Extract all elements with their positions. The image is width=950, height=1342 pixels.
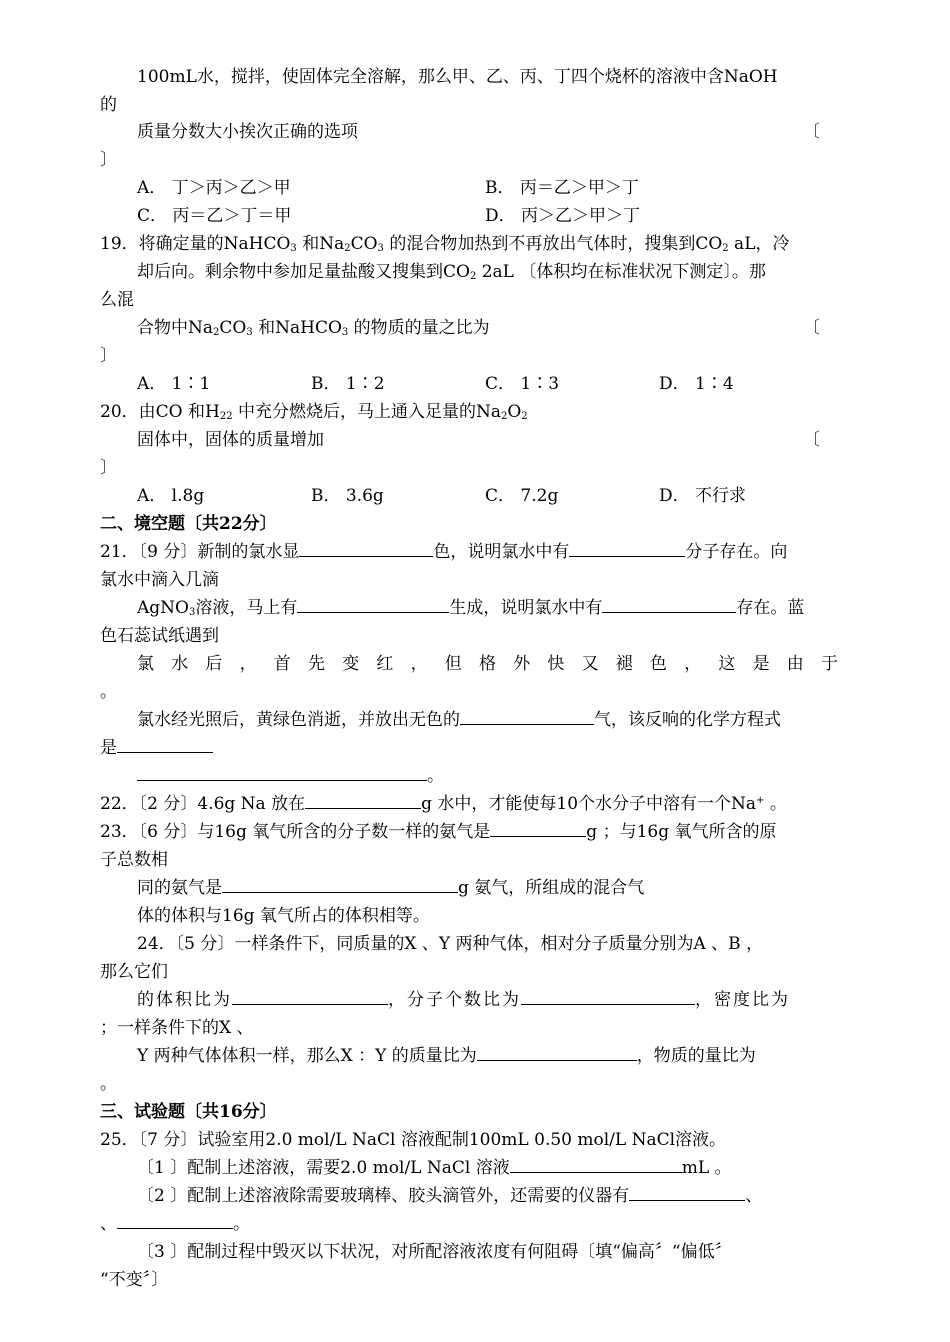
q20-line2: 固体中，固体的质量增加 [137, 430, 324, 450]
q21-line3 [137, 593, 804, 618]
subscript: 2 [500, 411, 508, 422]
q24-text: ，物质的量比为 [636, 1046, 756, 1066]
q25-line3 [137, 1181, 762, 1206]
q19-option-b: B． 1∶2 [311, 374, 385, 394]
q25-text: 〔1 〕配制上述溶液，需要2.0 mol/L NaCl 溶液 [137, 1158, 510, 1178]
answer-blank[interactable] [297, 596, 449, 613]
answer-blank[interactable] [460, 708, 594, 725]
q19-bracket-close: 〕 [100, 346, 117, 366]
q18-line1: 100mL水，搅拌，使固体完全溶解，那么甲、乙、丙、丁四个烧杯的溶液中含NaOH [137, 67, 778, 87]
q21-line5: 氯水后，首先变红，但格外快又褪色，这是由于 [137, 654, 856, 674]
q19-bracket-open: 〔 [803, 318, 820, 338]
q21-text: 存在。蓝 [736, 598, 805, 618]
q18-option-d: D． 丙＞乙＞甲＞丁 [485, 206, 641, 226]
q19-line3: 么混 [100, 290, 134, 310]
q19-text: 将确定量的NaHCO [138, 234, 291, 254]
q21-line6: 。 [100, 682, 117, 702]
q25-line5: 〔3 〕配制过程中毁灭以下状况，对所配溶液浓度有何阻碍〔填“偏高〞“偏低〞 [137, 1242, 732, 1262]
q18-bracket-close: 〕 [100, 150, 117, 170]
q18-option-a: A． 丁＞丙＞乙＞甲 [137, 178, 291, 198]
q24-line5 [137, 1041, 756, 1066]
q19-text: 的混合物加热到不再放出气体时，搜集到CO [383, 234, 723, 254]
q19-text: 2aL 〔体积均在标准状况下测定〕。那 [476, 262, 766, 282]
subscript: 2 [521, 411, 528, 422]
subscript: 3 [290, 243, 297, 254]
answer-blank[interactable] [137, 764, 427, 781]
q23-line3 [137, 873, 644, 898]
subscript: 3 [377, 243, 384, 254]
q19-text: 的物质的量之比为 [348, 318, 490, 338]
q19-number: 19． [100, 234, 139, 254]
q22-text: g 水中，才能使每10个水分子中溶有一个Na [421, 794, 757, 814]
q22-text: 。 [764, 794, 787, 814]
answer-blank[interactable] [602, 596, 736, 613]
q18-bracket-open: 〔 [803, 122, 820, 142]
q19-line4 [137, 313, 490, 338]
q21-line4: 色石蕊试纸遇到 [100, 626, 219, 646]
q24-line6: 。 [100, 1074, 117, 1094]
q19-text: 却后向。剩余物中参加足量盐酸又搜集到CO [137, 262, 470, 282]
q25-text: 、 [745, 1186, 763, 1206]
subscript: 2 [213, 327, 220, 338]
q21-text: 21．〔9 分〕新制的氯水显 [100, 542, 300, 562]
q19-text: 和NaHCO [252, 318, 342, 338]
q24-line1: 24．〔5 分〕一样条件下，同质量的X 、Y 两种气体，相对分子质量分别为A 、B ， [137, 934, 764, 954]
answer-blank[interactable] [232, 988, 388, 1005]
q23-line1 [100, 817, 777, 842]
q20-option-a: A． l.8g [137, 486, 205, 506]
q20-line1 [100, 397, 528, 422]
q20-option-b: B． 3.6g [311, 486, 384, 506]
q24-text: Y 两种气体体积一样，那么X ：Y 的质量比为 [137, 1046, 477, 1066]
q19-text: CO [219, 318, 247, 338]
q21-text: 是 [100, 738, 117, 758]
q21-text: 氯水经光照后，黄绿色消逝，并放出无色的 [137, 710, 460, 730]
q25-line2 [137, 1153, 732, 1178]
q25-text: 〔2 〕配制上述溶液除需要玻璃棒、胶头滴管外，还需要的仪器有 [137, 1186, 630, 1206]
subscript: 3 [246, 327, 253, 338]
q20-text: 由CO 和H [138, 402, 220, 422]
q21-text: 色，说明氯水中有 [433, 542, 570, 562]
q19-option-d: D． 1∶4 [659, 374, 734, 394]
q19-line2 [137, 257, 766, 282]
q23-text: g 氨气，所组成的混合气 [458, 878, 645, 898]
answer-blank[interactable] [305, 792, 421, 809]
section-heading-experiment: 三、试验题〔共16分〕 [100, 1102, 277, 1122]
q19-text: 合物中Na [137, 318, 214, 338]
answer-blank[interactable] [222, 876, 458, 893]
q19-text: CO [350, 234, 378, 254]
q21-line2: 氯水中滴入几滴 [100, 570, 219, 590]
answer-blank[interactable] [490, 820, 586, 837]
q23-text: 23．〔6 分〕与16g 氧气所含的分子数一样的氨气是 [100, 822, 491, 842]
q25-text: 。 [233, 1214, 250, 1234]
subscript: 2 [344, 243, 351, 254]
q21-text: 。 [427, 766, 444, 786]
q18-option-b: B． 丙＝乙＞甲＞丁 [485, 178, 639, 198]
q20-text: 中充分燃烧后，马上通入足量的Na [232, 402, 501, 422]
q25-text: 、 [100, 1214, 117, 1234]
q18-line2: 质量分数大小挨次正确的选项 [137, 122, 358, 142]
q19-option-a: A． 1∶1 [137, 374, 211, 394]
q25-line4 [100, 1209, 250, 1234]
subscript: 3 [188, 607, 196, 618]
q21-text: 生成，说明氯水中有 [449, 598, 603, 618]
answer-blank[interactable] [629, 1184, 745, 1201]
subscript: 2 [722, 243, 729, 254]
q24-line2: 那么它们 [100, 962, 168, 982]
subscript: 2 [469, 271, 477, 282]
subscript: 3 [341, 327, 349, 338]
q22-text: 22．〔2 分〕4.6g Na 放在 [100, 794, 306, 814]
q21-text: 分子存在。向 [685, 542, 788, 562]
q23-text: g ；与16g 氧气所含的原 [586, 822, 777, 842]
q21-text: 溶液，马上有 [195, 598, 298, 618]
q23-line4: 体的体积与16g 氧气所占的体积相等。 [137, 906, 430, 926]
answer-blank[interactable] [117, 1212, 233, 1229]
q19-line1 [100, 229, 789, 254]
q21-line7 [137, 705, 781, 730]
q25-text: mL 。 [681, 1158, 732, 1178]
q22-line [100, 789, 787, 814]
q21-line8 [100, 733, 213, 758]
q21-line1 [100, 537, 787, 562]
q24-text: 的体积比为 [137, 990, 232, 1010]
superscript: + [756, 795, 765, 806]
q19-text: 和Na [296, 234, 345, 254]
q20-number: 20． [100, 402, 139, 422]
q25-line6: “不变〞〕 [100, 1270, 169, 1290]
q18-option-c: C． 丙＝乙＞丁＝甲 [137, 206, 292, 226]
q19-text: aL，冷 [728, 234, 790, 254]
q18-line1b: 的 [100, 95, 117, 115]
q20-option-d: D． 不行求 [659, 486, 747, 506]
q21-text: AgNO [137, 598, 189, 618]
q20-bracket-open: 〔 [803, 430, 820, 450]
q23-text: 同的氨气是 [137, 878, 222, 898]
q21-line9 [137, 761, 444, 786]
section-heading-fill-in: 二、境空题〔共22分〕 [100, 514, 277, 534]
q23-line2: 子总数相 [100, 850, 168, 870]
q20-text: O [507, 402, 522, 422]
q25-line1: 25．〔7 分〕试验室用2.0 mol/L NaCl 溶液配制100mL 0.50 mol/L NaCl溶液。 [100, 1130, 727, 1150]
answer-blank[interactable] [521, 988, 695, 1005]
subscript: 22 [219, 411, 233, 422]
q24-text: ，密度比为 [695, 990, 790, 1010]
q24-line4: ；一样条件下的X 、 [100, 1018, 254, 1038]
q20-option-c: C． 7.2g [485, 486, 559, 506]
q24-line3 [137, 985, 790, 1010]
q20-bracket-close: 〕 [100, 458, 117, 478]
answer-blank[interactable] [510, 1156, 682, 1173]
q19-option-c: C． 1∶3 [485, 374, 560, 394]
answer-blank[interactable] [299, 540, 433, 557]
q21-text: 气，该反响的化学方程式 [594, 710, 781, 730]
answer-blank[interactable] [117, 736, 213, 753]
answer-blank[interactable] [569, 540, 685, 557]
q24-text: ，分子个数比为 [388, 990, 521, 1010]
answer-blank[interactable] [477, 1044, 637, 1061]
